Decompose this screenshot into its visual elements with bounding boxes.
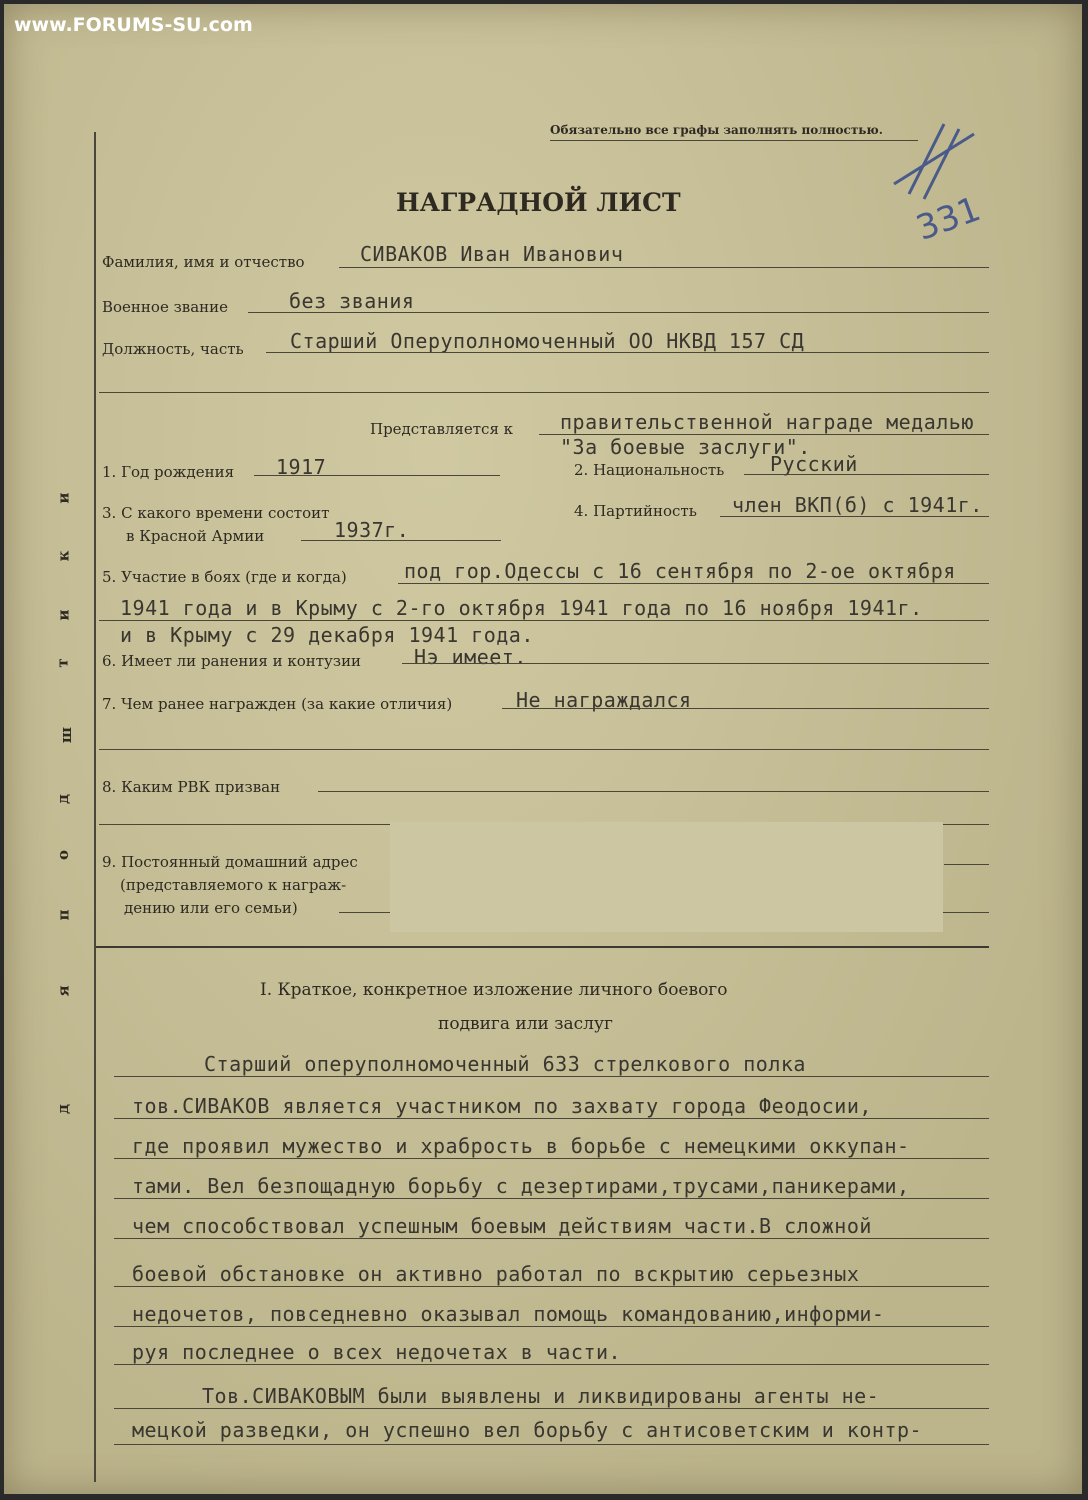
section-line: руя последнее о всех недочетах в части. [132, 1340, 622, 1364]
section-line: Тов.СИВАКОВЫМ были выявлены и ликвидированы агенты не- [202, 1384, 880, 1408]
battles-line-1 [398, 583, 989, 584]
position-value: Старший Оперуполномоченный ОО НКВД 157 СД [290, 329, 805, 353]
text-rule [114, 1326, 989, 1327]
nationality-line [744, 474, 989, 475]
presented-label: Представляется к [370, 420, 514, 438]
margin-letter: о [54, 849, 73, 861]
wounds-value: Нэ имеет. [414, 645, 527, 669]
awards-value: Не награждался [516, 688, 692, 712]
margin-letter: и [54, 492, 73, 504]
margin-letter: я [54, 985, 73, 997]
position-label: Должность, часть [102, 340, 244, 358]
text-rule [114, 1286, 989, 1287]
page-title: НАГРАДНОЙ ЛИСТ [396, 188, 681, 217]
header-note-underline [550, 140, 918, 141]
redacted-area [390, 822, 943, 932]
watermark: www.FORUMS-SU.com [14, 14, 253, 36]
address-label-3: дению или его семьи) [124, 899, 298, 917]
header-note: Обязательно все графы заполнять полностью. [550, 123, 883, 137]
army-label-2: в Красной Армии [126, 527, 265, 545]
rvk-label: 8. Каким РВК призван [102, 778, 281, 796]
party-value: член ВКП(б) с 1941г. [732, 493, 983, 517]
text-rule [114, 1198, 989, 1199]
address-label-2: (представляемого к награж- [120, 876, 347, 894]
nationality-label: 2. Национальность [574, 461, 725, 479]
section-line: боевой обстановке он активно работал по вскрытию серьезных [132, 1262, 860, 1286]
text-rule [114, 1408, 989, 1409]
battles-value-2: 1941 года и в Крыму с 2-го октября 1941 года по 16 ноября 1941г. [120, 596, 923, 620]
section-line: чем способствовал успешным боевым действиям части.В сложной [132, 1214, 872, 1238]
rvk-line [318, 791, 989, 792]
birth-line [254, 475, 500, 476]
party-line [720, 516, 989, 517]
awards-label: 7. Чем ранее награжден (за какие отличия) [102, 695, 453, 713]
rank-value: без звания [289, 289, 415, 313]
document-sheet [4, 4, 1082, 1494]
section-heading-2: подвига или заслуг [438, 1014, 613, 1034]
section-line: недочетов, повседневно оказывал помощь командованию,информи- [132, 1302, 885, 1326]
text-rule [114, 1364, 989, 1365]
army-line [301, 540, 501, 541]
name-value: СИВАКОВ Иван Иванович [360, 242, 624, 266]
army-value: 1937г. [334, 518, 410, 542]
margin-letter: к [54, 550, 73, 562]
rank-label: Военное звание [102, 298, 229, 316]
nationality-value: Русский [770, 452, 858, 476]
section-line: где проявил мужество и храбрость в борьбе с немецкими оккупан- [132, 1134, 910, 1158]
section-line: мецкой разведки, он успешно вел борьбу с антисоветским и контр- [132, 1418, 923, 1442]
margin-letter: п [54, 909, 73, 921]
section-line: Старший оперуполномоченный 633 стрелкового полка [204, 1052, 806, 1076]
text-rule [114, 1076, 989, 1077]
section-heading-1: I. Краткое, конкретное изложение личного боевого [260, 980, 728, 1000]
party-label: 4. Партийность [574, 502, 697, 520]
awards-line [502, 708, 989, 709]
presented-value-1: правительственной награде медалью [560, 410, 974, 434]
battles-value-1: под гор.Одессы с 16 сентября по 2-ое октября [404, 559, 956, 583]
rank-line [248, 312, 989, 313]
position-line [266, 352, 989, 353]
text-rule [114, 1444, 989, 1445]
section-line: тами. Вел безпощадную борьбу с дезертирами,трусами,паникерами, [132, 1174, 910, 1198]
text-rule [114, 1158, 989, 1159]
address-line-right [944, 864, 989, 865]
battles-label: 5. Участие в боях (где и когда) [102, 568, 347, 586]
position-line-2 [99, 392, 989, 393]
wounds-line [402, 663, 989, 664]
wounds-label: 6. Имеет ли ранения и контузии [102, 652, 362, 670]
pencil-check-mark [884, 114, 1004, 204]
battles-value-3: и в Крыму с 29 декабря 1941 года. [120, 623, 534, 647]
margin-letter: ш [57, 726, 76, 744]
birth-label: 1. Год рождения [102, 463, 235, 481]
left-margin-line [94, 132, 96, 1482]
margin-letter: и [54, 609, 73, 621]
pencil-number: 331 [911, 189, 986, 249]
section-divider [96, 946, 989, 948]
margin-letter: д [54, 1104, 72, 1114]
text-rule [114, 1238, 989, 1239]
birth-value: 1917 [276, 455, 327, 479]
battles-line-2 [99, 620, 989, 621]
awards-line-2 [99, 749, 989, 750]
name-label: Фамилия, имя и отчество [102, 253, 305, 271]
margin-letter: д [54, 794, 72, 804]
margin-letter: т [53, 658, 72, 668]
presented-value-2: "За боевые заслуги". [560, 435, 811, 459]
address-label-1: 9. Постоянный домашний адрес [102, 853, 358, 871]
army-label-1: 3. С какого времени состоит [102, 504, 330, 522]
name-line [339, 267, 989, 268]
section-line: тов.СИВАКОВ является участником по захвату города Феодосии, [132, 1094, 872, 1118]
text-rule [114, 1118, 989, 1119]
